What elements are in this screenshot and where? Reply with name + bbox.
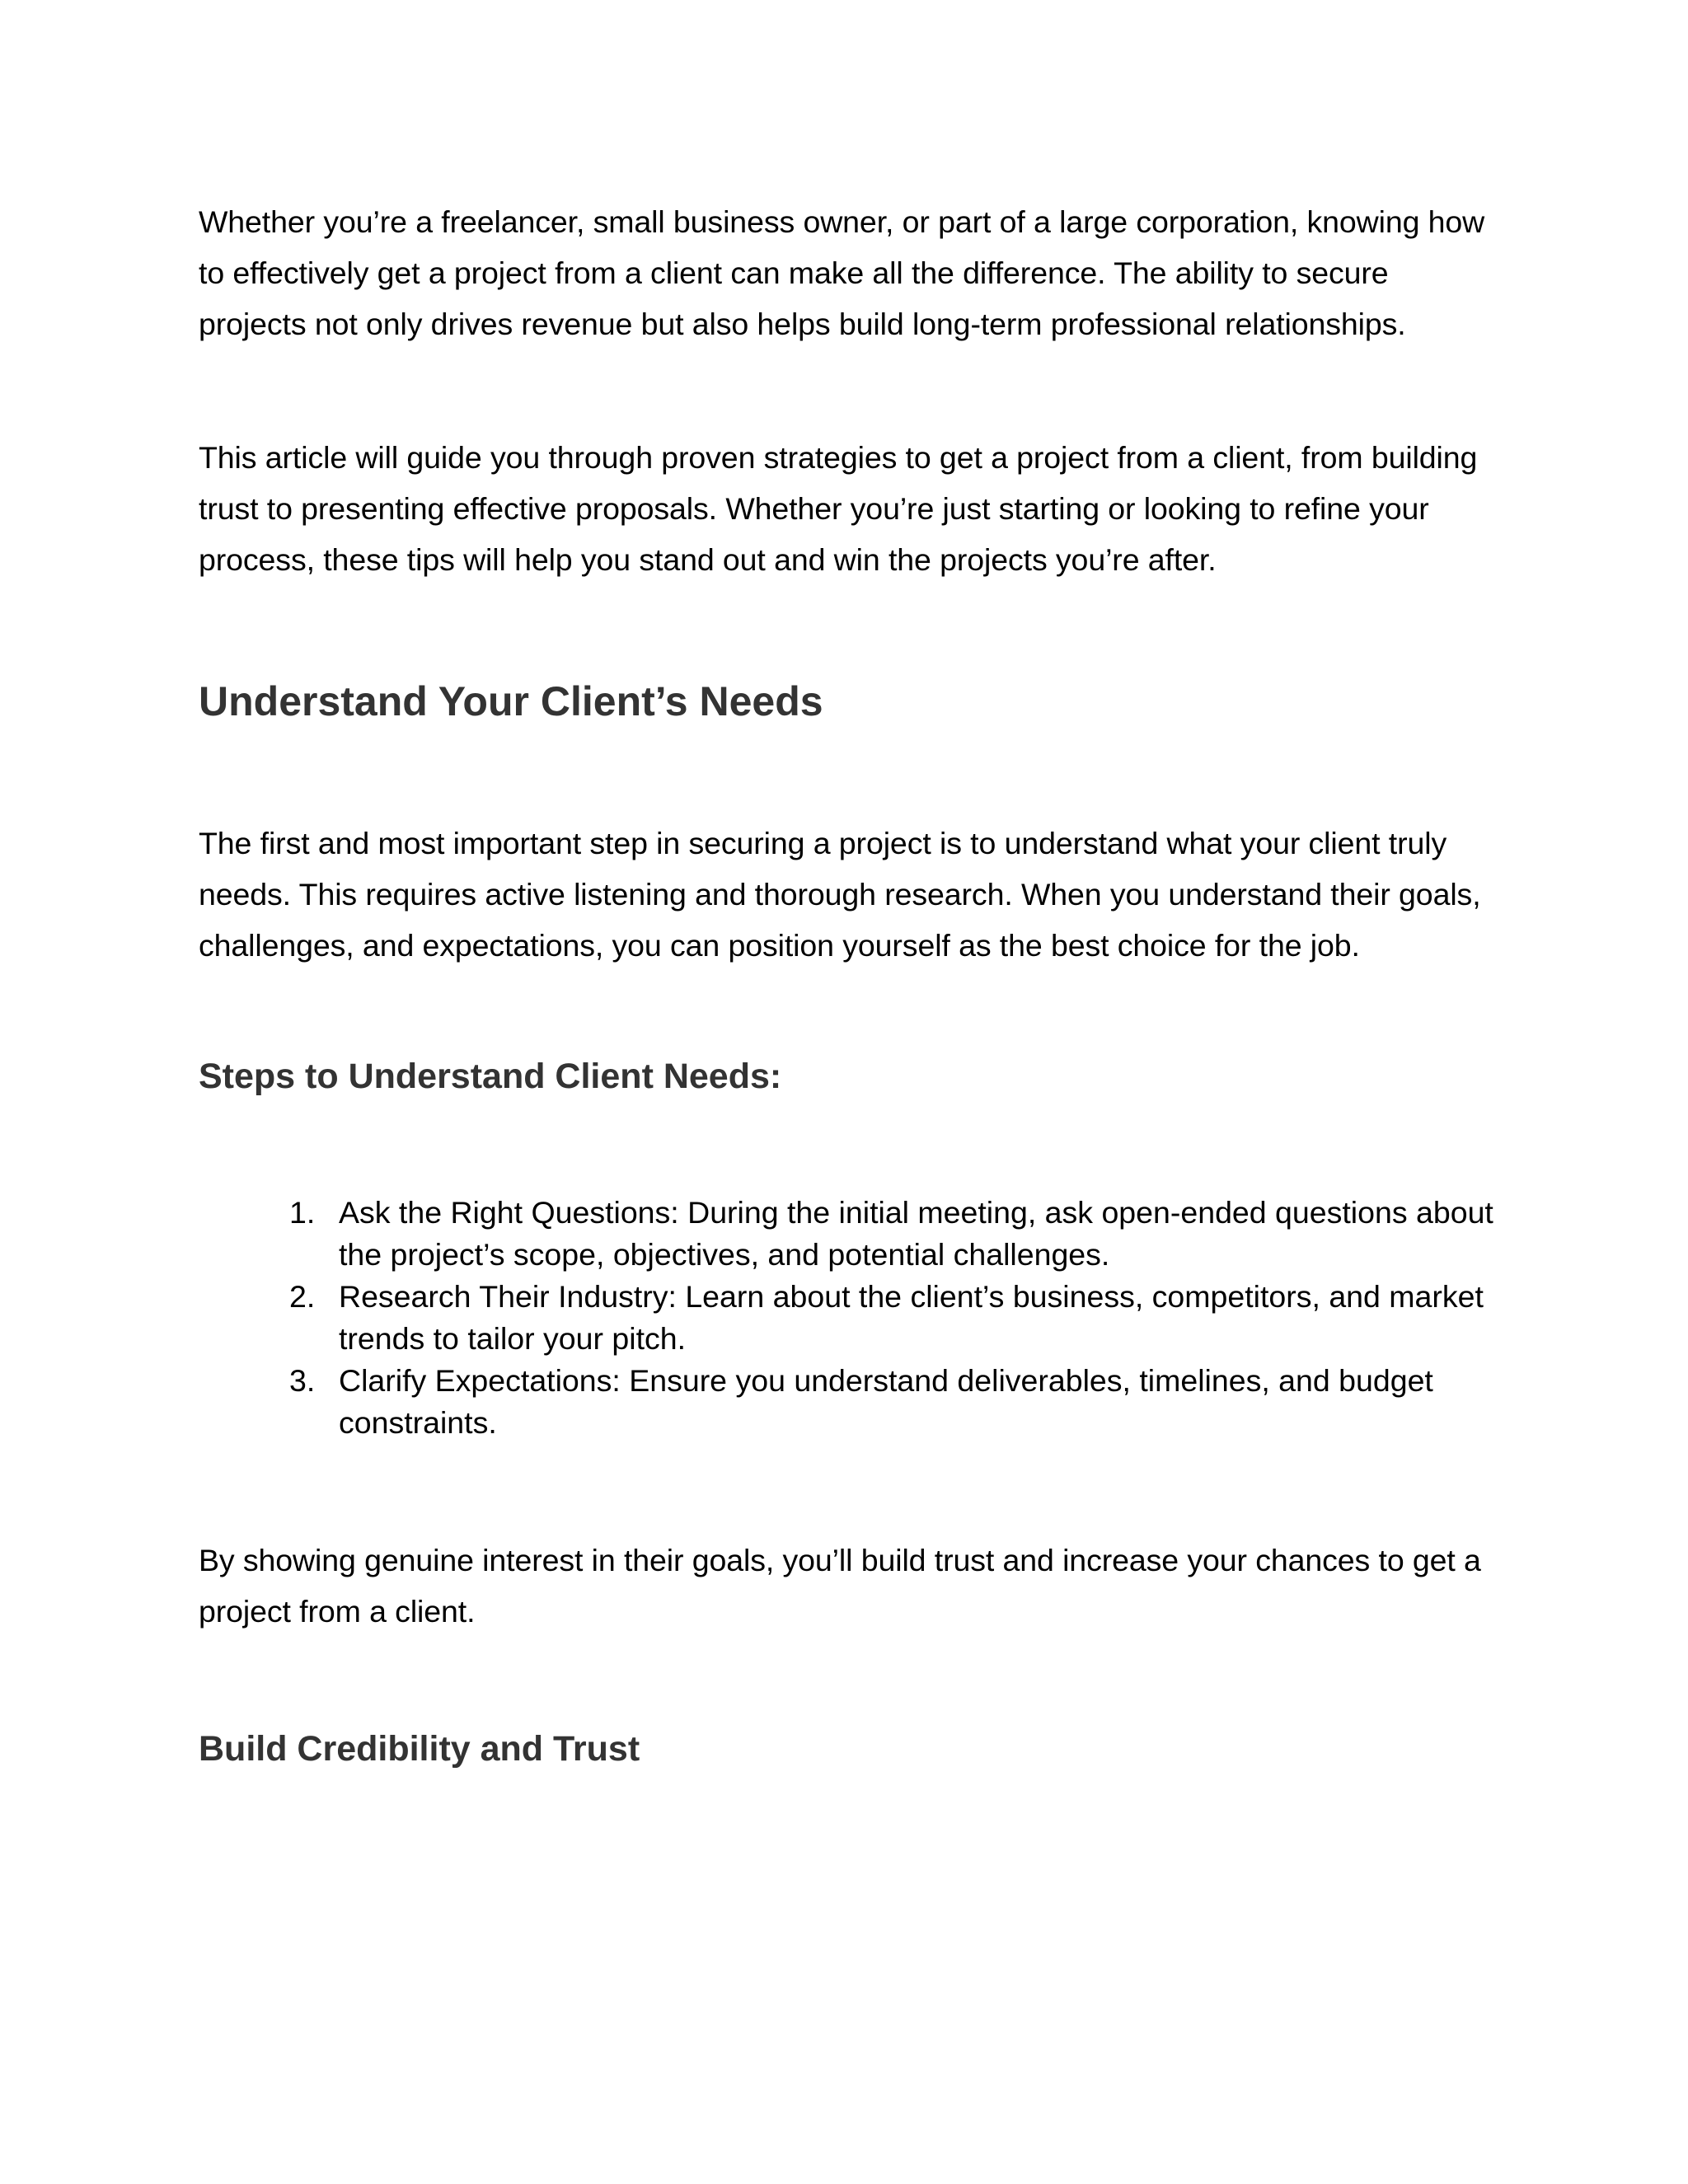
section1-closing-paragraph: By showing genuine interest in their goals, you’ll build trust and increase your chances to get a project from a client. xyxy=(199,1543,1481,1629)
list-item xyxy=(199,1360,1501,1444)
section-heading-build-credibility: Build Credibility and Trust xyxy=(199,1729,640,1769)
subheading-steps: Steps to Understand Client Needs: xyxy=(199,1057,782,1096)
section-heading-understand-needs: Understand Your Client’s Needs xyxy=(199,678,823,724)
list-item xyxy=(199,1276,1501,1360)
list-item xyxy=(199,1192,1501,1276)
list-item-number: 2. xyxy=(289,1279,316,1314)
article-body xyxy=(199,196,1501,1772)
intro-paragraph-2: This article will guide you through proven strategies to get a project from a client, from building trust to presenting effective proposals. Whether you’re just starting or looking to refine your process, these tips will help you stand out and win the projects you’re after. xyxy=(199,440,1478,577)
list-item-text: Ask the Right Questions: During the initial meeting, ask open-ended questions about the project’s scope, objectives, and potential challenges. xyxy=(339,1195,1493,1272)
list-item-text: Research Their Industry: Learn about the client’s business, competitors, and market trends to tailor your pitch. xyxy=(339,1279,1484,1356)
intro-paragraph-1: Whether you’re a freelancer, small business owner, or part of a large corporation, knowing how to effectively get a project from a client can make all the difference. The ability to secure projects not only drives revenue but also helps build long-term professional relationships. xyxy=(199,204,1485,341)
list-item-number: 3. xyxy=(289,1363,316,1398)
steps-list xyxy=(199,1192,1501,1444)
section1-paragraph: The first and most important step in securing a project is to understand what your client truly needs. This requires active listening and thorough research. When you understand their goals, challenges, and expectations, you can position yourself as the best choice for the job. xyxy=(199,826,1481,963)
list-item-number: 1. xyxy=(289,1195,316,1230)
list-item-text: Clarify Expectations: Ensure you understand deliverables, timelines, and budget constraints. xyxy=(339,1363,1433,1440)
